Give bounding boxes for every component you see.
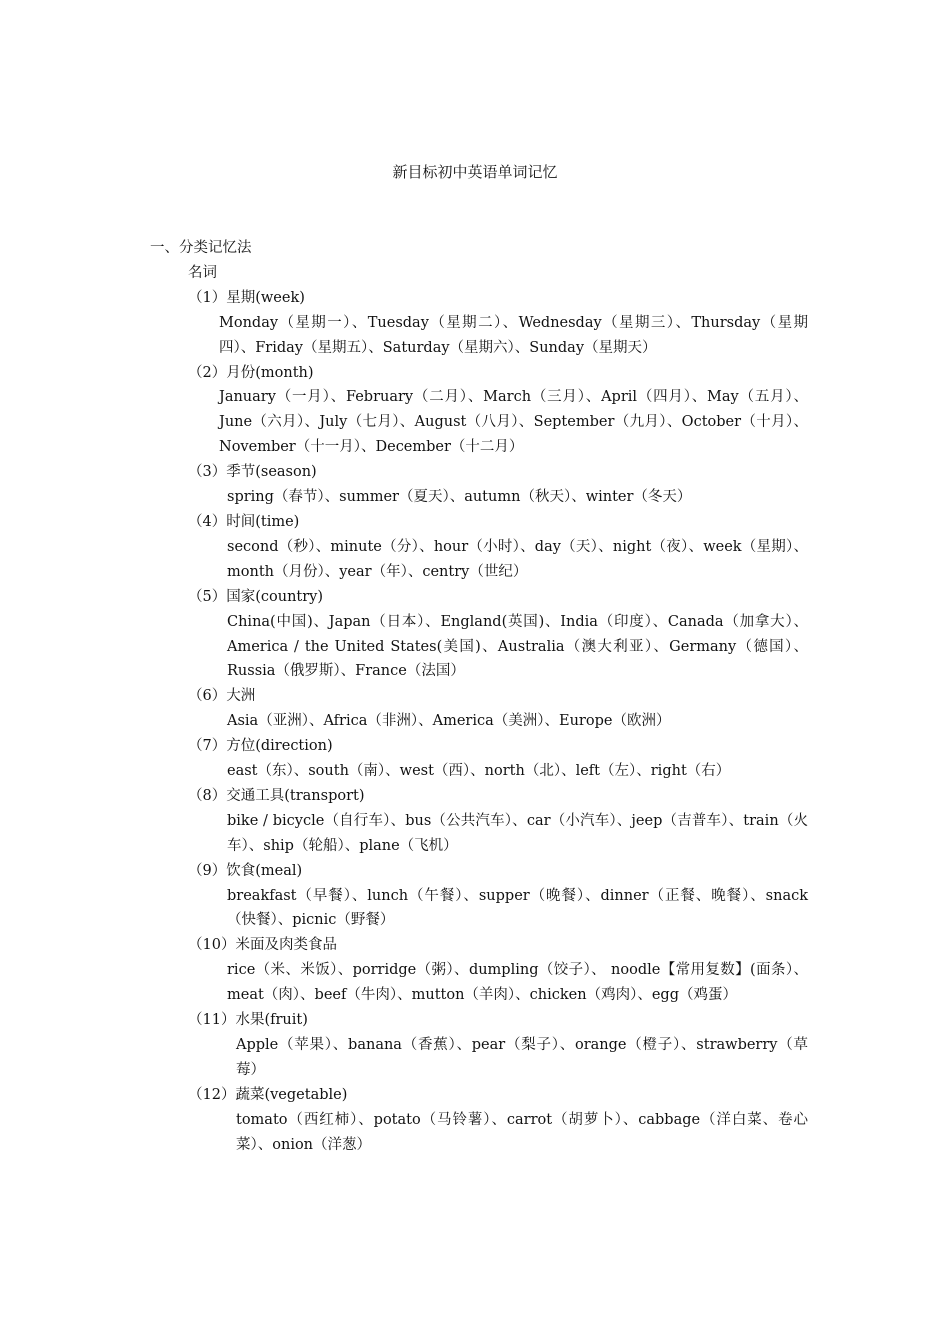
category-month — [150, 361, 820, 461]
category-heading: （3）季节(season) — [188, 464, 317, 481]
category-heading: （9）饮食(meal) — [188, 862, 303, 879]
category-words: second（秒）、minute（分）、hour（小时）、day（天）、night（夜）、week（星期）、month（月份）、year（年）、centry（世纪） — [227, 538, 808, 580]
category-words: Monday（星期一）、Tuesday（星期二）、Wednesday（星期三）、Thursday（星期四）、Friday（星期五）、Saturday（星期六）、Sunday（星期天） — [219, 314, 808, 356]
category-words: rice（米、米饭）、porridge（粥）、dumpling（饺子）、 noodle【常用复数】(面条）、meat（肉）、beef（牛肉）、mutton（羊肉）、chicken（鸡肉）、egg（鸡蛋） — [227, 962, 808, 1004]
category-vegetable — [150, 1083, 820, 1158]
category-heading: （8）交通工具(transport) — [188, 787, 365, 804]
category-words: Apple（苹果）、banana（香蕉）、pear（梨子）、orange（橙子）、strawberry（草莓） — [236, 1037, 808, 1078]
document-content — [150, 236, 820, 1158]
category-words: bike / bicycle（自行车）、bus（公共汽车）、car（小汽车）、jeep（吉普车）、train（火车）、ship（轮船）、plane（飞机） — [227, 812, 808, 854]
category-meal — [150, 859, 820, 934]
category-heading: （4）时间(time) — [188, 513, 300, 530]
category-words: east（东）、south（南）、west（西）、north（北）、left（左）、right（右） — [227, 763, 731, 780]
category-continent — [150, 684, 820, 734]
category-heading: （10）米面及肉类食品 — [188, 937, 337, 954]
category-week — [150, 286, 820, 361]
category-heading: （1）星期(week) — [188, 289, 305, 306]
category-words: January（一月）、February（二月）、March（三月）、April（四月）、May（五月）、June（六月）、July（七月）、August（八月）、September（九月）、October（十月）、November（十一月）、December（十二月） — [219, 389, 808, 456]
category-time — [150, 510, 820, 585]
category-country — [150, 585, 820, 685]
category-season — [150, 460, 820, 510]
category-heading: （7）方位(direction) — [188, 738, 333, 755]
category-heading: （6）大洲 — [188, 688, 256, 705]
category-fruit — [150, 1008, 820, 1083]
category-words: tomato（西红柿）、potato（马铃薯）、carrot（胡萝卜）、cabbage（洋白菜、卷心菜）、onion（洋葱） — [236, 1111, 808, 1153]
category-heading: （12）蔬菜(vegetable) — [188, 1086, 348, 1103]
document-title: 新目标初中英语单词记忆 — [392, 163, 558, 181]
category-heading: （11）水果(fruit) — [188, 1012, 308, 1029]
category-transport — [150, 784, 820, 859]
category-heading: （2）月份(month) — [188, 364, 314, 381]
section-title: 一、分类记忆法 — [150, 240, 252, 256]
category-words: Asia（亚洲）、Africa（非洲）、America（美洲）、Europe（欧洲） — [227, 713, 671, 730]
category-words: China(中国)、Japan（日本）、England(英国)、India（印度）、Canada（加拿大）、America / the United States(美国)、Australia（澳大利亚）、Germany（德国）、Russia（俄罗斯）、France（法国） — [227, 613, 808, 680]
category-words: spring（春节）、summer（夏天）、autumn（秋天）、winter（冬天） — [227, 489, 692, 506]
category-words: breakfast（早餐）、lunch（午餐）、supper（晚餐）、dinner（正餐、晚餐）、snack（快餐）、picnic（野餐） — [227, 887, 808, 929]
category-direction — [150, 734, 820, 784]
category-staple-and-meat — [150, 933, 820, 1008]
subsection-title: 名词 — [188, 264, 217, 281]
category-heading: （5）国家(country) — [188, 588, 324, 605]
